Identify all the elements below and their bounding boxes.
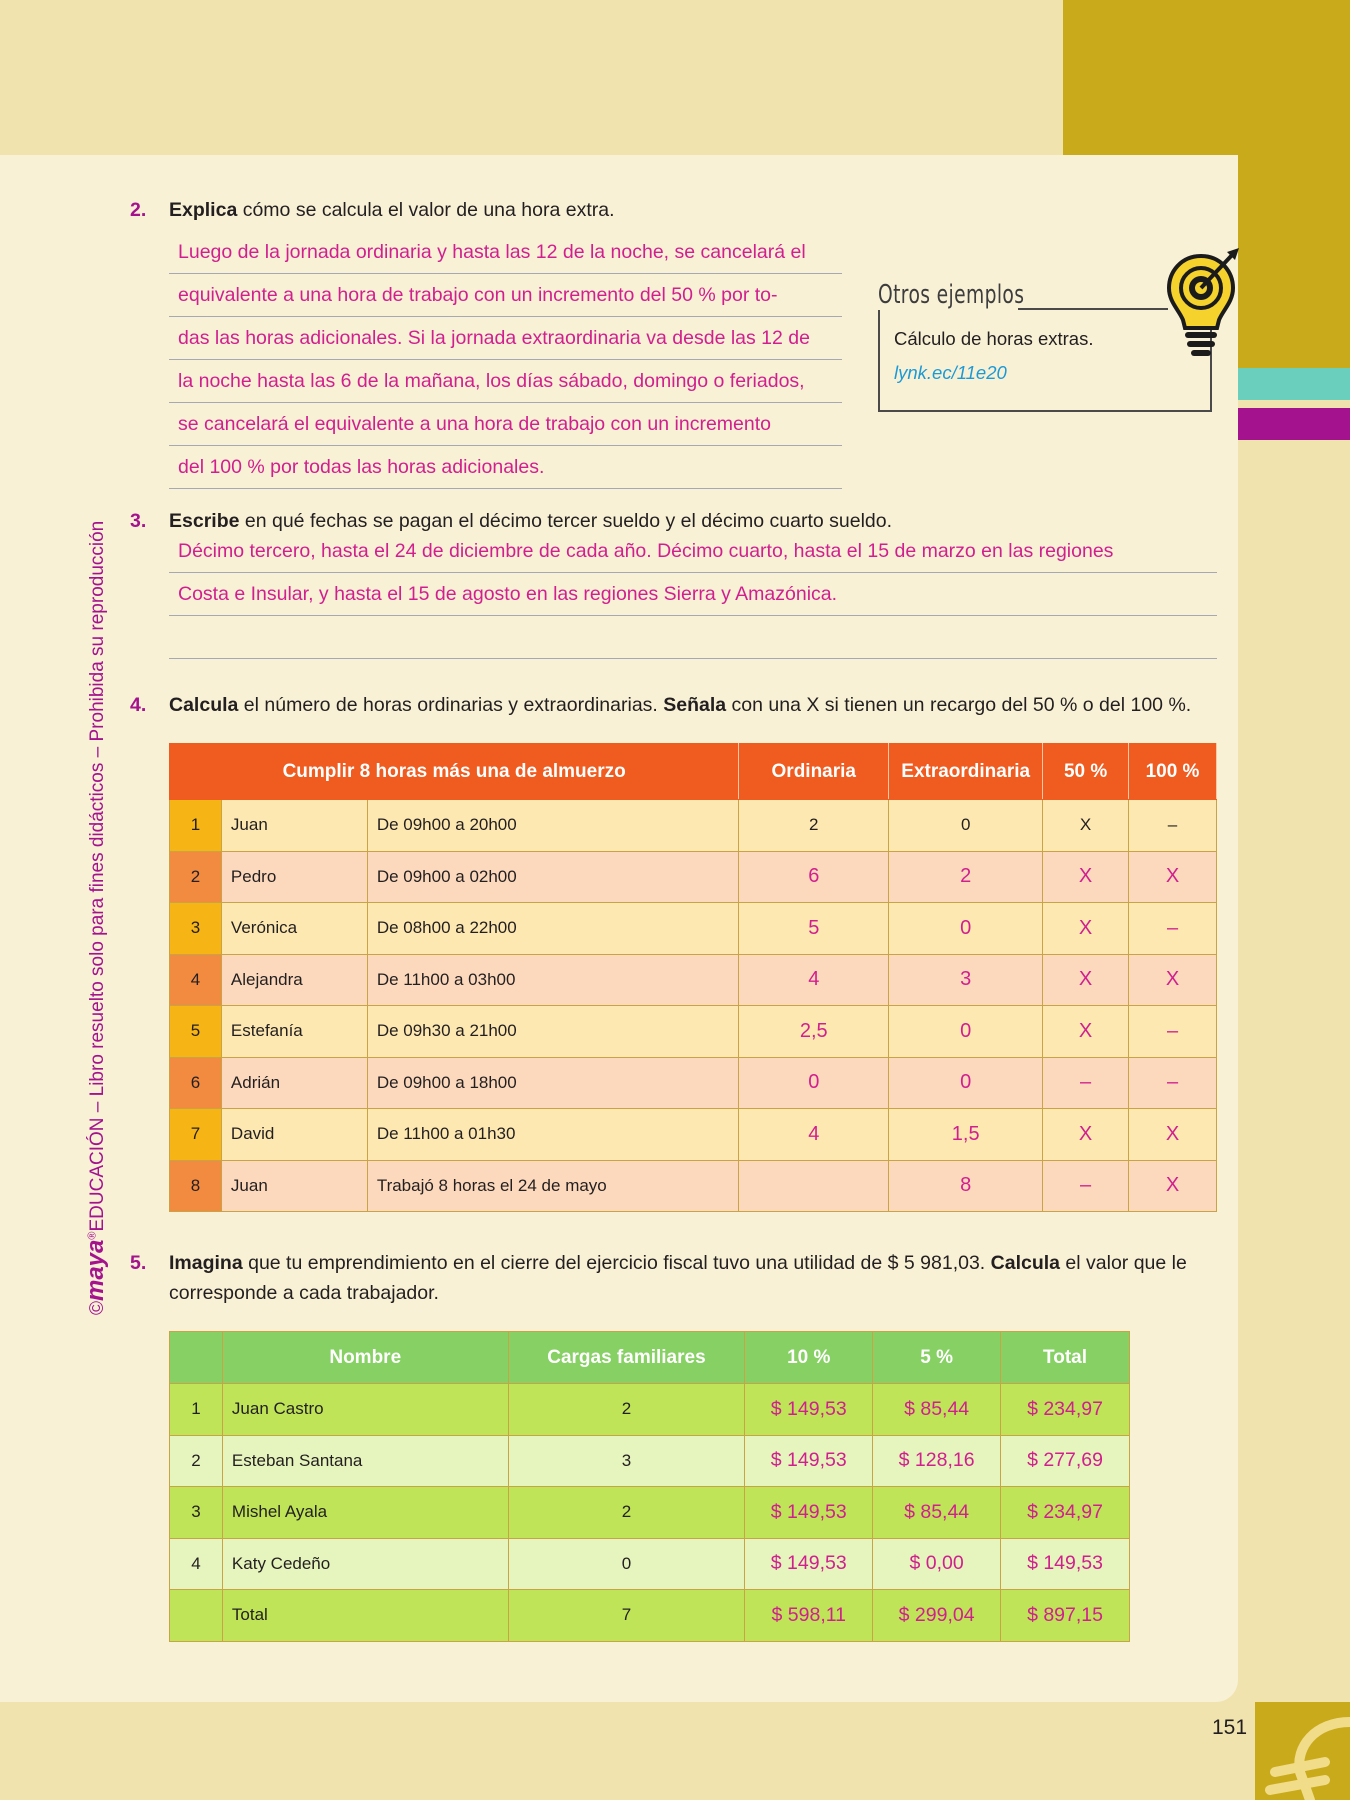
table-row xyxy=(170,1538,1130,1590)
ordinary-hours: 2,5 xyxy=(739,1006,889,1058)
question-verb: Señala xyxy=(663,694,727,716)
question-number: 2. xyxy=(130,199,147,221)
share-10: $ 149,53 xyxy=(745,1538,873,1590)
share-10-total: $ 598,11 xyxy=(745,1590,873,1642)
sidebar-copyright xyxy=(82,521,110,1315)
column-header: Total xyxy=(1001,1332,1130,1384)
otros-ejemplos-title: Otros ejemplos xyxy=(878,280,1030,310)
extra-hours: 2 xyxy=(889,851,1043,903)
answer-line: das las horas adicionales. Si la jornada extraordinaria va desde las 12 de xyxy=(169,317,842,360)
question-5 xyxy=(130,1248,1229,1308)
share-10: $ 149,53 xyxy=(745,1435,873,1487)
row-number: 5 xyxy=(170,1006,222,1058)
title-rule xyxy=(1018,308,1168,310)
table-row xyxy=(170,1384,1130,1436)
worker-name: Katy Cedeño xyxy=(222,1538,508,1590)
otros-ejemplos-text: Cálculo de horas extras. xyxy=(894,328,1094,349)
share-5: $ 128,16 xyxy=(873,1435,1001,1487)
family-dependents: 0 xyxy=(508,1538,745,1590)
surcharge-100: X xyxy=(1129,851,1217,903)
table-row xyxy=(170,1006,1217,1058)
share-5-total: $ 299,04 xyxy=(873,1590,1001,1642)
share-total: $ 234,97 xyxy=(1001,1487,1130,1539)
table-row xyxy=(170,851,1217,903)
grand-total: $ 897,15 xyxy=(1001,1590,1130,1642)
schedule: Trabajó 8 horas el 24 de mayo xyxy=(367,1160,739,1212)
row-number: 6 xyxy=(170,1057,222,1109)
family-dependents-total: 7 xyxy=(508,1590,745,1642)
column-header: 10 % xyxy=(745,1332,873,1384)
answer-line: Luego de la jornada ordinaria y hasta las 12 de la noche, se cancelará el xyxy=(169,231,842,274)
table-row xyxy=(170,1109,1217,1161)
brand-logo: maya xyxy=(82,1239,109,1301)
surcharge-50: X xyxy=(1043,851,1129,903)
schedule: De 09h30 a 21h00 xyxy=(367,1006,739,1058)
otros-ejemplos-box xyxy=(878,282,1212,412)
worker-name: Juan xyxy=(221,800,367,852)
answer-line xyxy=(169,616,1217,659)
table-header-row xyxy=(170,744,1217,800)
answer-line: Décimo tercero, hasta el 24 de diciembre de cada año. Décimo cuarto, hasta el 15 de marzo en las regiones xyxy=(169,530,1217,573)
ordinary-hours: 4 xyxy=(739,954,889,1006)
otros-ejemplos-link[interactable]: lynk.ec/11e20 xyxy=(894,362,1007,383)
surcharge-50: X xyxy=(1043,954,1129,1006)
share-10: $ 149,53 xyxy=(745,1384,873,1436)
answer-lines-q3 xyxy=(169,530,1217,659)
ordinary-hours: 6 xyxy=(739,851,889,903)
column-header: Ordinaria xyxy=(739,744,889,800)
extra-hours: 0 xyxy=(889,903,1043,955)
ordinary-hours: 5 xyxy=(739,903,889,955)
worker-name: Juan Castro xyxy=(222,1384,508,1436)
worker-name: Verónica xyxy=(221,903,367,955)
share-total: $ 277,69 xyxy=(1001,1435,1130,1487)
question-verb: Escribe xyxy=(169,510,240,532)
total-label: Total xyxy=(222,1590,508,1642)
question-number: 4. xyxy=(130,694,147,716)
share-5: $ 85,44 xyxy=(873,1487,1001,1539)
surcharge-100: – xyxy=(1129,903,1217,955)
page-number: 151 xyxy=(1212,1716,1248,1739)
row-number: 4 xyxy=(170,1538,223,1590)
question-verb: Imagina xyxy=(169,1252,243,1274)
table-total-row xyxy=(170,1590,1130,1642)
table-row xyxy=(170,1435,1130,1487)
table-row xyxy=(170,1487,1130,1539)
registered-mark: ® xyxy=(86,1231,99,1240)
question-text: el número de horas ordinarias y extraordinarias. xyxy=(238,694,664,716)
schedule: De 09h00 a 18h00 xyxy=(367,1057,739,1109)
column-header: 5 % xyxy=(873,1332,1001,1384)
surcharge-100: X xyxy=(1129,1160,1217,1212)
surcharge-100: – xyxy=(1129,1006,1217,1058)
question-2 xyxy=(130,195,615,225)
worker-name: Alejandra xyxy=(221,954,367,1006)
ordinary-hours: 0 xyxy=(739,1057,889,1109)
table-row xyxy=(170,1160,1217,1212)
surcharge-50: X xyxy=(1043,800,1129,852)
schedule: De 11h00 a 01h30 xyxy=(367,1109,739,1161)
ordinary-hours: 4 xyxy=(739,1109,889,1161)
column-header: Nombre xyxy=(222,1332,508,1384)
share-total: $ 234,97 xyxy=(1001,1384,1130,1436)
extra-hours: 0 xyxy=(889,1057,1043,1109)
worker-name: Pedro xyxy=(221,851,367,903)
question-verb: Calcula xyxy=(990,1252,1061,1274)
question-text: cómo se calcula el valor de una hora extra. xyxy=(237,199,615,221)
share-total: $ 149,53 xyxy=(1001,1538,1130,1590)
worker-name: Estefanía xyxy=(221,1006,367,1058)
table-header-row xyxy=(170,1332,1130,1384)
question-number: 5. xyxy=(130,1252,147,1274)
family-dependents: 2 xyxy=(508,1487,745,1539)
question-verb: Calcula xyxy=(169,694,239,716)
column-header: Cumplir 8 horas más una de almuerzo xyxy=(170,744,739,800)
answer-line: se cancelará el equivalente a una hora de trabajo con un incremento xyxy=(169,403,842,446)
row-number: 1 xyxy=(170,800,222,852)
family-dependents: 3 xyxy=(508,1435,745,1487)
table-row xyxy=(170,954,1217,1006)
hours-table xyxy=(169,743,1217,1212)
family-dependents: 2 xyxy=(508,1384,745,1436)
column-header: 100 % xyxy=(1129,744,1217,800)
copyright-symbol: © xyxy=(87,1301,108,1315)
surcharge-50: X xyxy=(1043,903,1129,955)
sidebar-text: EDUCACIÓN – Libro resuelto solo para fines didácticos – Prohibida su reproducción xyxy=(87,520,108,1232)
extra-hours: 8 xyxy=(889,1160,1043,1212)
surcharge-100: X xyxy=(1129,1109,1217,1161)
ordinary-hours xyxy=(739,1160,889,1212)
extra-hours: 3 xyxy=(889,954,1043,1006)
question-text: el valor que le corresponde a cada trabajador. xyxy=(169,1252,1187,1304)
column-header: 50 % xyxy=(1043,744,1129,800)
table-row xyxy=(170,800,1217,852)
row-number: 4 xyxy=(170,954,222,1006)
row-number: 1 xyxy=(170,1384,223,1436)
row-number xyxy=(170,1590,223,1642)
column-header: Extraordinaria xyxy=(889,744,1043,800)
profit-sharing-table xyxy=(169,1331,1130,1642)
surcharge-100: X xyxy=(1129,954,1217,1006)
magenta-tab-stripe xyxy=(1238,408,1350,440)
extra-hours: 0 xyxy=(889,800,1043,852)
question-text: que tu emprendimiento en el cierre del ejercicio fiscal tuvo una utilidad de $ 5 981,03. xyxy=(242,1252,991,1274)
share-10: $ 149,53 xyxy=(745,1487,873,1539)
answer-line: Costa e Insular, y hasta el 15 de agosto en las regiones Sierra y Amazónica. xyxy=(169,573,1217,616)
ordinary-hours: 2 xyxy=(739,800,889,852)
column-header xyxy=(170,1332,223,1384)
teal-tab-stripe xyxy=(1238,368,1350,400)
bottom-right-gold-corner xyxy=(1255,1702,1350,1800)
worker-name: Adrián xyxy=(221,1057,367,1109)
table-row xyxy=(170,903,1217,955)
extra-hours: 1,5 xyxy=(889,1109,1043,1161)
answer-line: la noche hasta las 6 de la mañana, los días sábado, domingo o feriados, xyxy=(169,360,842,403)
row-number: 2 xyxy=(170,851,222,903)
question-4 xyxy=(130,690,1192,720)
worker-name: Mishel Ayala xyxy=(222,1487,508,1539)
surcharge-100: – xyxy=(1129,800,1217,852)
row-number: 3 xyxy=(170,903,222,955)
schedule: De 11h00 a 03h00 xyxy=(367,954,739,1006)
row-number: 7 xyxy=(170,1109,222,1161)
question-verb: Explica xyxy=(169,199,238,221)
schedule: De 08h00 a 22h00 xyxy=(367,903,739,955)
column-header: Cargas familiares xyxy=(508,1332,745,1384)
surcharge-50: X xyxy=(1043,1006,1129,1058)
answer-line: equivalente a una hora de trabajo con un incremento del 50 % por to- xyxy=(169,274,842,317)
schedule: De 09h00 a 20h00 xyxy=(367,800,739,852)
share-5: $ 0,00 xyxy=(873,1538,1001,1590)
answer-line: del 100 % por todas las horas adicionales. xyxy=(169,446,842,489)
surcharge-50: – xyxy=(1043,1160,1129,1212)
extra-hours: 0 xyxy=(889,1006,1043,1058)
schedule: De 09h00 a 02h00 xyxy=(367,851,739,903)
worker-name: David xyxy=(221,1109,367,1161)
row-number: 2 xyxy=(170,1435,223,1487)
table-row xyxy=(170,1057,1217,1109)
surcharge-100: – xyxy=(1129,1057,1217,1109)
answer-lines-q2 xyxy=(169,231,842,489)
worker-name: Esteban Santana xyxy=(222,1435,508,1487)
question-text: en qué fechas se pagan el décimo tercer sueldo y el décimo cuarto sueldo. xyxy=(239,510,893,532)
watermark-bulb-icon xyxy=(1255,1702,1350,1800)
surcharge-50: – xyxy=(1043,1057,1129,1109)
question-number: 3. xyxy=(130,510,147,532)
row-number: 8 xyxy=(170,1160,222,1212)
row-number: 3 xyxy=(170,1487,223,1539)
share-5: $ 85,44 xyxy=(873,1384,1001,1436)
worker-name: Juan xyxy=(221,1160,367,1212)
question-text: con una X si tienen un recargo del 50 % o del 100 %. xyxy=(726,694,1192,716)
lightbulb-target-icon xyxy=(1163,248,1243,358)
surcharge-50: X xyxy=(1043,1109,1129,1161)
